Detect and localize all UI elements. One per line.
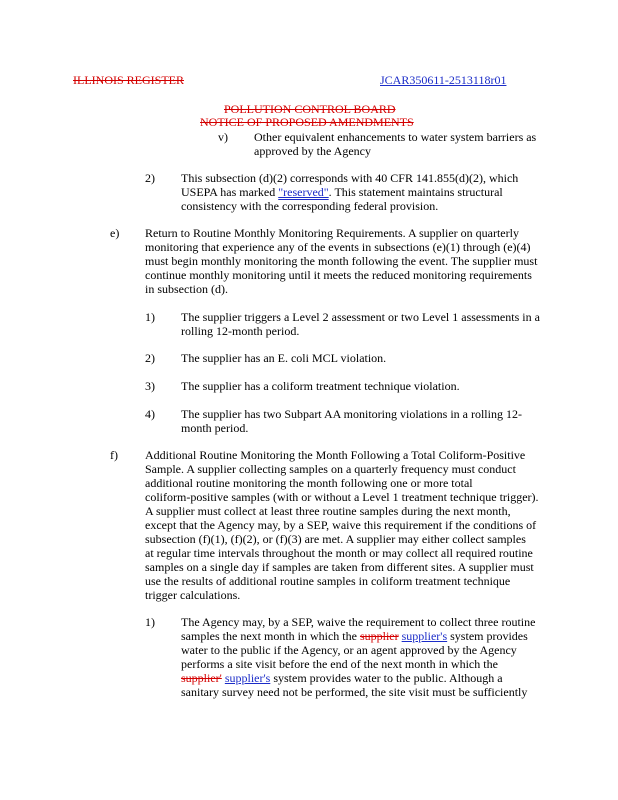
item-e2-label: 2) (145, 351, 155, 365)
item-f1-line2 (181, 629, 528, 643)
item-f1-line6: sanitary survey need not be performed, the site visit must be sufficiently (181, 685, 528, 699)
item-d2-label: 2) (145, 171, 155, 185)
header-board: POLLUTION CONTROL BOARD (224, 102, 396, 116)
item-f-line: samples on a single day if samples are taken from different sites. A supplier must (145, 560, 534, 574)
item-e-line: monitoring that experience any of the events in subsections (e)(1) through (e)(4) (145, 240, 531, 254)
header-jcar-prefix: JCAR350611- (380, 73, 449, 87)
item-f1-deleted-supplier-apostrophe: supplier' (181, 671, 222, 685)
item-f-line: coliform-positive samples (with or without a Level 1 treatment technique trigger). (145, 490, 539, 504)
item-f1-deleted-supplier: supplier (359, 629, 399, 643)
item-v-line1: Other equivalent enhancements to water system barriers as (254, 130, 537, 144)
item-d2-line1: This subsection (d)(2) corresponds with 40 CFR 141.855(d)(2), which (181, 171, 519, 185)
item-f1-line4: performs a site visit before the end of the next month in which the (181, 657, 498, 671)
item-f-line: use the results of additional routine samples in coliform treatment technique (145, 574, 511, 588)
item-f1-line3: water to the public if the Agency, or an agent approved by the Agency (181, 643, 517, 657)
header-notice: NOTICE OF PROPOSED AMENDMENTS (200, 115, 414, 129)
item-f-line: A supplier must collect at least three routine samples during the next month, (145, 504, 511, 518)
item-e4-label: 4) (145, 407, 155, 421)
item-e-line: continue monthly monitoring until it meets the reduced monitoring requirements (145, 268, 532, 282)
item-v-label: v) (218, 130, 228, 144)
item-f1-inserted-supplier-possessive-2: supplier's (224, 671, 271, 685)
item-f1-label: 1) (145, 615, 155, 629)
item-d2-line2-a: USEPA has marked (181, 185, 279, 199)
item-d2-inserted-reserved: "reserved" (278, 185, 329, 199)
item-f-label: f) (110, 448, 118, 462)
header-jcar-code (380, 73, 506, 87)
item-e3-label: 3) (145, 379, 155, 393)
item-e4-line2: month period. (181, 421, 249, 435)
item-f1-line2-b: system provides (447, 629, 528, 643)
item-d2-line2-b: . This statement maintains structural (328, 185, 503, 199)
header-illinois-register: ILLINOIS REGISTER (73, 73, 184, 87)
item-f-line: trigger calculations. (145, 588, 241, 602)
item-f-line: subsection (f)(1), (f)(2), or (f)(3) are met. A supplier may either collect samples (145, 532, 526, 546)
item-d2-line3: consistency with the corresponding federal provision. (181, 199, 439, 213)
item-f-line: Additional Routine Monitoring the Month Following a Total Coliform-Positive (145, 448, 526, 462)
item-f1-line5-b: system provides water to the public. Although a (270, 671, 503, 685)
item-e2-line1: The supplier has an E. coli MCL violation. (181, 351, 387, 365)
item-e-line: in subsection (d). (145, 282, 228, 296)
item-f1-inserted-supplier-possessive: supplier's (401, 629, 448, 643)
item-f1-line1: The Agency may, by a SEP, waive the requirement to collect three routine (181, 615, 536, 629)
item-e1-line1: The supplier triggers a Level 2 assessment or two Level 1 assessments in a (181, 310, 540, 324)
item-e4-line1: The supplier has two Subpart AA monitoring violations in a rolling 12- (181, 407, 522, 421)
item-e-line: must begin monthly monitoring the month following the event. The supplier must (145, 254, 538, 268)
item-f1-line5 (181, 671, 503, 685)
item-e3-line1: The supplier has a coliform treatment technique violation. (181, 379, 460, 393)
item-v-line2: approved by the Agency (254, 144, 371, 158)
item-e1-label: 1) (145, 310, 155, 324)
item-d2-line2 (181, 185, 503, 199)
item-f-line: additional routine monitoring the month following one or more total (145, 476, 473, 490)
item-e1-line2: rolling 12-month period. (181, 324, 300, 338)
item-e-line: Return to Routine Monthly Monitoring Requirements. A supplier on quarterly (145, 226, 519, 240)
item-f-line: at regular time intervals throughout the month or may collect all required routine (145, 546, 533, 560)
item-f-line: Sample. A supplier collecting samples on a quarterly frequency must conduct (145, 462, 516, 476)
item-f1-line2-a: samples the next month in which the (181, 629, 360, 643)
header-jcar-suffix: 2513118r01 (448, 73, 507, 87)
item-e-label: e) (110, 226, 120, 240)
item-f-line: except that the Agency may, by a SEP, waive this requirement if the conditions of (145, 518, 537, 532)
